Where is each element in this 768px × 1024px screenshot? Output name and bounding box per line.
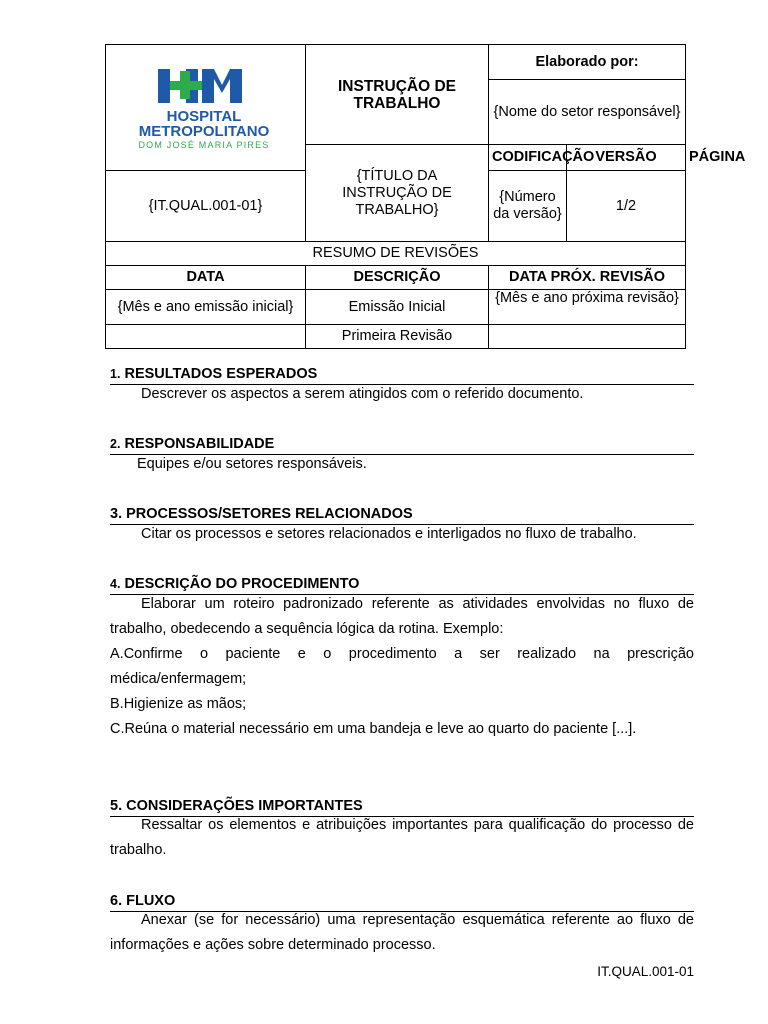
hospital-logo <box>116 63 296 153</box>
work-instruction-title: {TÍTULO DA INSTRUÇÃO DE TRABALHO} <box>306 145 489 242</box>
section-5-number: 5. <box>110 798 123 814</box>
row-data: {Mês e ano emissão inicial} <box>106 290 306 325</box>
section-4-number: 4. <box>110 577 121 591</box>
section-3-title <box>110 506 694 525</box>
section-1-text: Descrever os aspectos a serem atingidos com o referido documento. <box>141 386 584 402</box>
section-3-text: Citar os processos e setores relacionados e interligados no fluxo de trabalho. <box>141 526 637 542</box>
section-3-number: 3. <box>110 506 123 522</box>
logo-cell <box>106 45 306 171</box>
elaborado-value: {Nome do setor responsável} <box>493 103 681 120</box>
section-4-item-a: A.Confirme o paciente e o procedimento a ser realizado na prescrição médica/enfermagem; <box>110 646 694 687</box>
col-descricao-header: DESCRIÇÃO <box>306 266 489 290</box>
row-proxima: {Mês e ano próxima revisão} <box>489 290 686 325</box>
section-1-heading: RESULTADOS ESPERADOS <box>124 366 318 382</box>
row-descricao: Emissão Inicial <box>306 290 489 325</box>
elaborado-label: Elaborado por: <box>489 45 685 80</box>
row-proxima <box>489 325 686 349</box>
section-4-text: Elaborar um roteiro padronizado referente as atividades envolvidas no fluxo de trabalho, obedecendo a sequência lógica da rotina. Exemplo: <box>110 596 694 637</box>
section-4-heading: DESCRIÇÃO DO PROCEDIMENTO <box>124 576 360 592</box>
header-table: HOSPITAL METROPOLITANO DOM JOSÉ MARIA PIRES INSTRUÇÃO DE TRABALHO Elaborado por: {Nome do setor responsável} {TÍTULO DA INSTRUÇÃO DE TRABALHO} CODIFICAÇÃO VERSÃO PÁGINA {IT.QUAL.001-01} {Número da versão} 1/2 RESUMO DE REVISÕES DATA DESCRIÇÃO DATA PRÓX. REVISÃO {Mês e ano emissão inicial} Emissão Inicial {Mês e ano próxima revisão} Primeira Revisão <box>105 44 686 349</box>
section-1-number: 1. <box>110 367 121 381</box>
table-row <box>106 325 686 349</box>
logo-line2: METROPOLITANO <box>138 122 269 140</box>
elaborado-cell <box>489 45 686 145</box>
pagina-value: 1/2 <box>567 171 686 242</box>
section-2-text: Equipes e/ou setores responsáveis. <box>137 456 367 472</box>
section-1-title <box>110 366 694 385</box>
footer-code: IT.QUAL.001-01 <box>597 964 694 979</box>
section-5-heading: CONSIDERAÇÕES IMPORTANTES <box>126 798 363 814</box>
row-descricao: Primeira Revisão <box>306 325 489 349</box>
logo-line3: DOM JOSÉ MARIA PIRES <box>137 139 270 150</box>
logo-line1: HOSPITAL <box>166 107 241 125</box>
versao-value: {Número da versão} <box>489 171 567 242</box>
section-6-text: Anexar (se for necessário) uma representação esquemática referente ao fluxo de informações e ações sobre determinado processo. <box>110 912 694 953</box>
section-4-item-c: C.Reúna o material necessário em uma bandeja e leve ao quarto do paciente [...]. <box>110 721 637 737</box>
doc-type: INSTRUÇÃO DE TRABALHO <box>306 45 489 145</box>
versao-label: VERSÃO <box>567 145 686 171</box>
col-proxima-header: DATA PRÓX. REVISÃO <box>489 266 686 290</box>
section-3-heading: PROCESSOS/SETORES RELACIONADOS <box>126 506 413 522</box>
section-2-title <box>110 436 694 455</box>
col-data-header: DATA <box>106 266 306 290</box>
section-6-number: 6. <box>110 893 123 909</box>
section-5-text: Ressaltar os elementos e atribuições importantes para qualificação do processo de trabalho. <box>110 817 694 858</box>
table-row <box>106 290 686 325</box>
codificacao-value: {IT.QUAL.001-01} <box>106 171 306 242</box>
section-6-heading: FLUXO <box>126 893 176 909</box>
section-2-heading: RESPONSABILIDADE <box>124 436 275 452</box>
codificacao-label: CODIFICAÇÃO <box>489 145 567 171</box>
section-2-number: 2. <box>110 437 121 451</box>
revision-summary-label: RESUMO DE REVISÕES <box>106 242 686 266</box>
row-data <box>106 325 306 349</box>
section-4-item-b: B.Higienize as mãos; <box>110 696 247 712</box>
